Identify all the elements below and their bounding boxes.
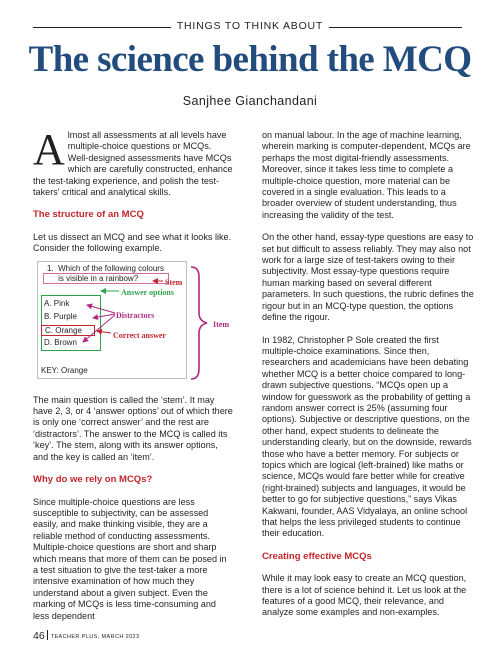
article-title: The science behind the MCQ — [28, 39, 472, 80]
example-question: 1. Which of the following colours is visible in a rainbow? — [47, 263, 164, 283]
label-correct-answer: Correct answer — [113, 330, 166, 340]
right-paragraph-4: While it may look easy to create an MCQ question, there is a lot of science behind it. Let us look at the features of a good MCQ, their relevance, and analyze some examples and non-examples. — [262, 573, 467, 618]
label-distractors: Distractors — [116, 310, 155, 320]
option-d: D. Brown — [44, 337, 77, 347]
distractor-arrow-d — [83, 315, 115, 342]
mcq-anatomy-figure — [31, 261, 251, 389]
section-heading-creating: Creating effective MCQs — [262, 550, 372, 562]
structure-body: The main question is called the ‘stem’. It may have 2, 3, or 4 ‘answer options’ out of which there is only one ‘correct answer’ and the rest are ‘distractors’. The answer to the MCQ is called its ‘key’. The stem, along with its answer options, and the key is called an ‘item’. — [33, 394, 233, 462]
label-item: Item — [213, 319, 229, 329]
why-body: Since multiple-choice questions are less susceptible to subjectivity, can be assessed easily, and make thinking visible, they are a reliable method of conducting assessments. Multiple-choice questions are short and sharp which means that more of them can be posed in a test situation to give the test-taker a more intensive examination of how much they understand about a given subject. Even the marking of MCQs is less time-consuming and less dependent — [33, 496, 227, 621]
footer-divider — [47, 630, 48, 640]
right-paragraph-1: on manual labour. In the age of machine learning, wherein marking is computer-dependent, MCQs are perhaps the most digital-friendly assessments. Moreover, since it takes less time to complete a multiple-choice question, more material can be covered in a single evaluation. This leads to a broader overview of student understanding, thus increasing the validity of the test. — [262, 130, 471, 220]
section-kicker: THINGS TO THINK ABOUT — [0, 20, 500, 32]
right-paragraph-3: In 1982, Christopher P Sole created the first multiple-choice examinations. Since then, researchers and academicians have been debating whether MCQ is a better choice compared to long-drawn subjective questions. “MCQs open up a window for guesswork as the probability of getting a random answer correct is 25% (assuming four options). Subjective or descriptive questions, on the other hand, expect students to delineate the understanding clearly, but on the downside, rewards those who have a better memory. For subjects or topics which are logical (left-brained) like maths or science, MCQs would fare better while for creative (right-brained) subjects and languages, it would be better to go for subjective questions,” says Vikas Kakwani, founder, AAS Vidyalaya, an online school that helps the less privileged students to continue their education. — [262, 334, 472, 539]
author-byline: Sanjhee Gianchandani — [182, 94, 318, 108]
option-b: B. Purple — [44, 311, 77, 321]
option-c: C. Orange — [41, 325, 95, 336]
label-answer-options: Answer options — [121, 287, 174, 297]
page-footer — [33, 630, 139, 642]
option-a: A. Pink — [44, 298, 70, 308]
drop-cap: A — [33, 125, 65, 174]
intro-paragraph: Almost all assessments at all levels have multiple-choice questions or MCQs. Well-designed assessments have MCQs which are carefully constructed, enhance the test-taking experience, and polish the test-takers' critical and analytical skills. — [33, 125, 233, 198]
right-paragraph-2: On the other hand, essay-type questions are easy to set but difficult to assess reliably. They may also not work for a large size of test-takers owing to their subjectivity. Most essay-type questions require human marking based on several different parameters. In such questions, the rubric defines the rigour but in an MCQ-type question, the options define the rigour. — [262, 232, 474, 323]
distractor-arrow-a — [87, 305, 115, 313]
item-brace — [191, 267, 207, 379]
page-number: 46 — [33, 630, 45, 642]
correct-answer-arrow — [97, 331, 111, 333]
section-heading-why: Why do we rely on MCQs? — [33, 474, 153, 486]
kicker-row — [0, 20, 500, 34]
structure-lead: Let us dissect an MCQ and see what it looks like. Consider the following example. — [33, 231, 232, 254]
section-heading-structure: The structure of an MCQ — [33, 209, 144, 221]
right-column — [262, 130, 474, 630]
publication-line: TEACHER PLUS, MARCH 2023 — [50, 634, 140, 640]
answer-key: KEY: Orange — [41, 365, 88, 375]
left-column — [33, 125, 233, 633]
label-stem: Stem — [165, 277, 183, 287]
